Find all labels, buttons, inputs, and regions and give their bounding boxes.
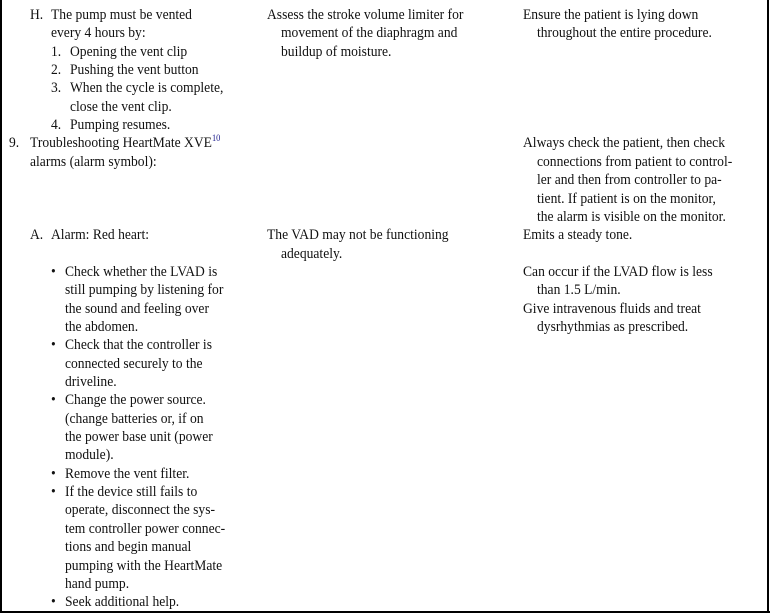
bullet-icon: •: [51, 392, 56, 409]
note-text: Ensure the patient is lying down: [523, 7, 699, 23]
note-text: Always check the patient, then check: [523, 135, 725, 152]
rationale-text: adequately.: [281, 245, 343, 262]
step-marker: 2.: [51, 62, 62, 79]
step-text: Opening the vent clip: [70, 43, 188, 60]
bullet-text: Change the power source.: [65, 392, 206, 409]
item-marker: 9.: [9, 135, 20, 152]
section-heading: Troubleshooting HeartMate XVE$^{10}$: [30, 133, 221, 152]
note-text: connections from patient to control-: [537, 153, 733, 170]
note-text: the alarm is visible on the monitor.: [537, 208, 726, 225]
bullet-icon: •: [51, 465, 56, 482]
item-marker: A.: [30, 227, 44, 244]
note-text: Give intravenous fluids and treat: [523, 300, 701, 317]
bullet-icon: •: [51, 484, 56, 501]
bullet-text: Seek additional help.: [65, 594, 180, 611]
step-marker: 4.: [51, 117, 62, 134]
bullet-text: Remove the vent filter.: [65, 465, 190, 482]
item-marker: H.: [30, 7, 44, 23]
note-text: ler and then from controller to pa-: [537, 172, 722, 189]
step-marker: 3.: [51, 80, 62, 97]
note-text: dysrhythmias as prescribed.: [537, 318, 689, 335]
note-text: throughout the entire procedure.: [537, 25, 712, 42]
bullet-text: module).: [65, 447, 114, 464]
bullet-text: tions and begin manual: [65, 539, 192, 556]
step-text: Pumping resumes.: [70, 117, 171, 134]
bullet-text: (change batteries or, if on: [65, 410, 204, 427]
note-text: Can occur if the LVAD flow is less: [523, 263, 713, 280]
item-text: Alarm: Red heart:: [51, 227, 149, 244]
bullet-text: driveline.: [65, 374, 117, 390]
bullet-text: the power base unit (power: [65, 429, 213, 446]
bullet-icon: •: [51, 337, 56, 354]
bullet-text: If the device still fails to: [65, 484, 198, 501]
step-marker: 1.: [51, 43, 62, 60]
note-text: tient. If patient is on the monitor,: [537, 190, 716, 207]
step-text: When the cycle is complete,: [70, 80, 224, 97]
rationale-text: Assess the stroke volume limiter for: [267, 7, 464, 23]
rationale-text: buildup of moisture.: [281, 43, 392, 60]
item-text: The pump must be vented: [51, 7, 192, 23]
rationale-text: The VAD may not be functioning: [267, 227, 449, 244]
note-text: Emits a steady tone.: [523, 227, 633, 244]
step-text: Pushing the vent button: [70, 62, 199, 79]
bullet-text: still pumping by listening for: [65, 282, 224, 299]
table-border-left: [0, 0, 2, 613]
bullet-icon: •: [51, 263, 56, 280]
bullet-text: pumping with the HeartMate: [65, 557, 223, 574]
step-text: close the vent clip.: [70, 98, 172, 115]
item-text: every 4 hours by:: [51, 25, 146, 42]
reference-superscript: 10: [211, 133, 221, 144]
bullet-text: the sound and feeling over: [65, 300, 209, 317]
bullet-text: Check that the controller is: [65, 337, 212, 354]
bullet-icon: •: [51, 594, 56, 611]
section-heading: alarms (alarm symbol):: [30, 153, 157, 170]
rationale-text: movement of the diaphragm and: [281, 25, 458, 42]
table-border-right: [767, 0, 769, 613]
note-text: than 1.5 L/min.: [537, 282, 621, 299]
bullet-text: Check whether the LVAD is: [65, 263, 218, 280]
bullet-text: the abdomen.: [65, 318, 139, 335]
bullet-text: connected securely to the: [65, 355, 203, 372]
bullet-text: operate, disconnect the sys-: [65, 502, 216, 519]
bullet-text: hand pump.: [65, 575, 130, 592]
bullet-text: tem controller power connec-: [65, 520, 226, 537]
